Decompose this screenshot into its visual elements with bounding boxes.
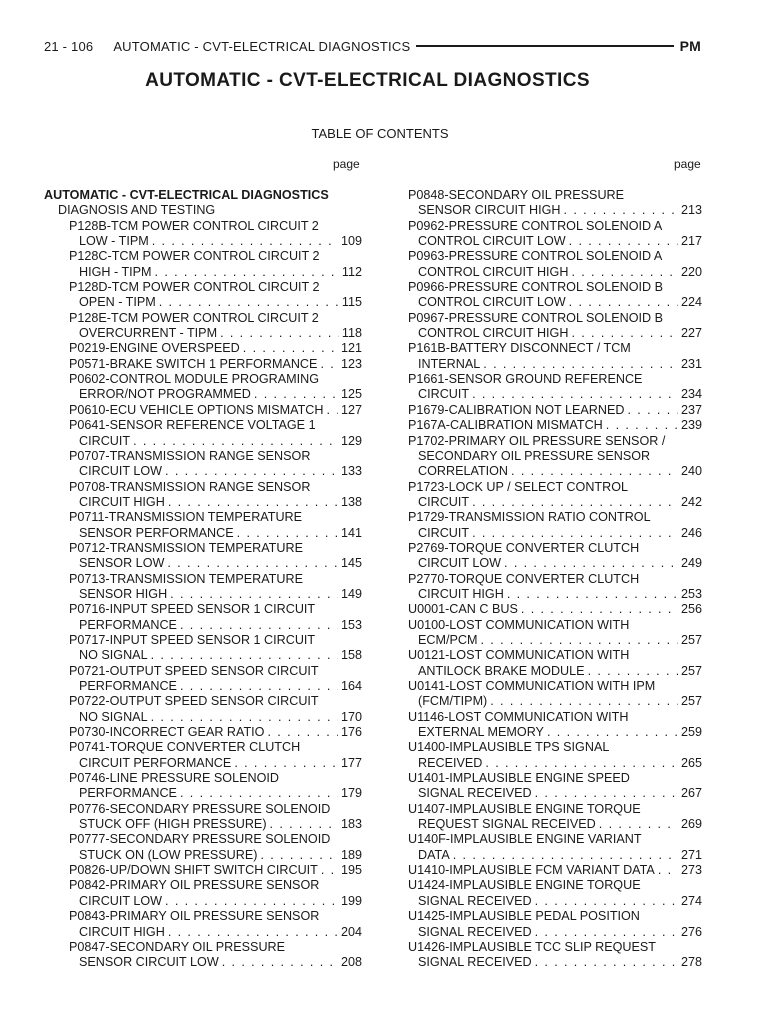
toc-entry-text: AUTOMATIC - CVT-ELECTRICAL DIAGNOSTICS (44, 188, 329, 202)
dot-leader (472, 387, 678, 402)
toc-entry-text: CIRCUIT LOW (418, 556, 502, 571)
toc-entry[interactable] (44, 940, 362, 971)
toc-entry-text: P0843-PRIMARY OIL PRESSURE SENSOR (69, 909, 320, 924)
document-title: AUTOMATIC - CVT-ELECTRICAL DIAGNOSTICS (145, 70, 590, 91)
dot-leader (571, 326, 678, 341)
dot-leader (507, 587, 678, 602)
left-page-column-label: page (333, 157, 360, 171)
toc-entry-text: NO SIGNAL (79, 648, 148, 663)
dot-leader (254, 387, 338, 402)
toc-entry-text: CONTROL CIRCUIT HIGH (418, 264, 569, 279)
header-page-number: 21 - 106 (44, 38, 94, 54)
toc-entry-text: P1661-SENSOR GROUND REFERENCE (408, 372, 643, 387)
toc-page-number: 256 (680, 602, 702, 617)
toc-entry[interactable] (44, 480, 362, 511)
toc-entry[interactable] (44, 219, 362, 250)
toc-page-number: 145 (340, 556, 362, 571)
right-page-column-label: page (674, 157, 701, 171)
toc-entry[interactable] (408, 618, 702, 649)
dot-leader (521, 602, 678, 617)
toc-entry-text: P0847-SECONDARY OIL PRESSURE (69, 939, 286, 954)
dot-leader (535, 925, 678, 940)
dot-leader (483, 357, 678, 372)
toc-page-number: 217 (680, 234, 702, 249)
dot-leader (159, 295, 339, 310)
toc-entry[interactable] (44, 357, 362, 372)
toc-entry-text: SIGNAL RECEIVED (418, 955, 532, 970)
toc-entry-text: P161B-BATTERY DISCONNECT / TCM (408, 341, 631, 356)
dot-leader (170, 587, 338, 602)
toc-entry[interactable] (44, 280, 362, 311)
dot-leader (320, 357, 338, 372)
toc-entry[interactable] (408, 480, 702, 511)
dot-leader (606, 418, 678, 433)
toc-entry-text: P0712-TRANSMISSION TEMPERATURE (69, 540, 303, 555)
toc-entry-text: U0100-LOST COMMUNICATION WITH (408, 617, 630, 632)
toc-entry-text: DATA (418, 847, 450, 862)
dot-leader (511, 464, 678, 479)
toc-page-number: 115 (341, 295, 362, 310)
toc-entry-text: U1426-IMPLAUSIBLE TCC SLIP REQUEST (408, 939, 657, 954)
toc-page-number: 127 (340, 402, 362, 417)
toc-entry-text: P0707-TRANSMISSION RANGE SENSOR (69, 448, 311, 463)
running-header (44, 36, 701, 56)
dot-leader (571, 265, 678, 280)
toc-entry-text: CIRCUIT HIGH (79, 494, 165, 509)
toc-entry[interactable] (408, 909, 702, 940)
toc-entry-text: CORRELATION (418, 464, 509, 479)
toc-page-number: 267 (680, 786, 702, 801)
toc-entry[interactable] (44, 664, 362, 695)
toc-entry[interactable] (44, 802, 362, 833)
toc-entry[interactable] (44, 541, 362, 572)
toc-page-number: 199 (340, 893, 362, 908)
toc-entry-text: P0571-BRAKE SWITCH 1 PERFORMANCE (69, 356, 318, 371)
toc-entry-text: P0741-TORQUE CONVERTER CLUTCH (69, 740, 301, 755)
toc-entry[interactable] (408, 832, 702, 863)
toc-page-number: 234 (680, 387, 702, 402)
toc-entry[interactable] (44, 341, 362, 356)
toc-entry-text: CIRCUIT (418, 525, 470, 540)
dot-leader (168, 925, 338, 940)
toc-page-number: 204 (340, 924, 362, 939)
toc-entry[interactable] (408, 311, 702, 342)
dot-leader (588, 664, 678, 679)
toc-entry-text: P2769-TORQUE CONVERTER CLUTCH (408, 540, 640, 555)
toc-page-number: 109 (340, 234, 362, 249)
toc-page-number: 278 (680, 955, 702, 970)
toc-page-number: 274 (680, 893, 702, 908)
toc-page-number: 125 (340, 387, 362, 402)
toc-entry-text: DIAGNOSIS AND TESTING (58, 203, 216, 218)
toc-page-number: 179 (340, 786, 362, 801)
toc-entry-text: U0001-CAN C BUS (408, 602, 518, 617)
dot-leader (535, 894, 678, 909)
toc-entry[interactable] (44, 633, 362, 664)
toc-entry[interactable] (408, 572, 702, 603)
toc-entry[interactable] (44, 449, 362, 480)
toc-entry[interactable] (44, 740, 362, 771)
toc-entry[interactable] (408, 510, 702, 541)
toc-entry-text: CONTROL CIRCUIT LOW (418, 295, 566, 310)
dot-leader (658, 863, 678, 878)
toc-entry-text: (FCM/TIPM) (418, 694, 488, 709)
dot-leader (220, 326, 339, 341)
toc-page-number: 259 (680, 725, 702, 740)
toc-entry[interactable] (44, 878, 362, 909)
toc-entry-text: CIRCUIT (418, 494, 470, 509)
toc-entry-text: CIRCUIT HIGH (418, 586, 504, 601)
toc-entry-text: SIGNAL RECEIVED (418, 786, 532, 801)
header-section-title: AUTOMATIC - CVT-ELECTRICAL DIAGNOSTICS (113, 38, 411, 54)
toc-page-number: 158 (340, 648, 362, 663)
toc-entry-text: P128D-TCM POWER CONTROL CIRCUIT 2 (69, 280, 320, 295)
toc-page-number: 246 (680, 525, 702, 540)
toc-entry-text: EXTERNAL MEMORY (418, 725, 544, 740)
toc-page-number: 271 (680, 847, 702, 862)
toc-page-number: 265 (680, 755, 702, 770)
toc-entry-text: LOW - TIPM (79, 234, 149, 249)
toc-page-number: 249 (680, 556, 702, 571)
toc-entry[interactable] (44, 418, 362, 449)
toc-entry-text: ANTILOCK BRAKE MODULE (418, 663, 585, 678)
toc-page-number: 177 (340, 755, 362, 770)
dot-leader (234, 756, 338, 771)
toc-page-number: 220 (680, 264, 702, 279)
toc-entry[interactable] (44, 311, 362, 342)
dot-leader (155, 265, 339, 280)
toc-page-number: 273 (680, 863, 702, 878)
toc-entry-text: SENSOR CIRCUIT LOW (79, 955, 219, 970)
dot-leader (599, 817, 678, 832)
toc-entry-text: U1425-IMPLAUSIBLE PEDAL POSITION (408, 909, 640, 924)
toc-entry[interactable] (408, 602, 702, 617)
toc-entry-text: P0717-INPUT SPEED SENSOR 1 CIRCUIT (69, 632, 316, 647)
toc-entry-text: P0610-ECU VEHICLE OPTIONS MISMATCH (69, 402, 324, 417)
toc-page-number: 176 (340, 725, 362, 740)
toc-entry-text: CONTROL CIRCUIT HIGH (418, 326, 569, 341)
toc-entry[interactable] (408, 802, 702, 833)
toc-entry-text: P0962-PRESSURE CONTROL SOLENOID A (408, 218, 663, 233)
toc-page-number: 141 (340, 525, 362, 540)
toc-entry-text: P0848-SECONDARY OIL PRESSURE (408, 188, 625, 202)
toc-entry-text: P128B-TCM POWER CONTROL CIRCUIT 2 (69, 218, 319, 233)
toc-entry-text: SIGNAL RECEIVED (418, 893, 532, 908)
toc-page-number: 183 (340, 817, 362, 832)
toc-left-column (44, 188, 362, 971)
toc-page-number: 121 (340, 341, 362, 356)
toc-entry-text: P0842-PRIMARY OIL PRESSURE SENSOR (69, 878, 320, 893)
toc-entry-text: U1410-IMPLAUSIBLE FCM VARIANT DATA (408, 863, 655, 878)
toc-entry-text: P0722-OUTPUT SPEED SENSOR CIRCUIT (69, 694, 319, 709)
dot-leader (167, 556, 338, 571)
toc-page-number: 170 (340, 709, 362, 724)
toc-entry-text: P0963-PRESSURE CONTROL SOLENOID A (408, 249, 663, 264)
dot-leader (321, 863, 338, 878)
toc-page-number: 195 (340, 863, 362, 878)
toc-entry[interactable] (408, 403, 702, 418)
dot-leader (628, 403, 678, 418)
toc-entry-text: U1407-IMPLAUSIBLE ENGINE TORQUE (408, 801, 641, 816)
toc-entry[interactable] (408, 878, 702, 909)
toc-page-number: 123 (340, 356, 362, 371)
toc-entry-text: U140F-IMPLAUSIBLE ENGINE VARIANT (408, 832, 642, 847)
dot-leader (133, 434, 338, 449)
dot-leader (168, 495, 338, 510)
toc-entry-text: U0141-LOST COMMUNICATION WITH IPM (408, 679, 656, 693)
dot-leader (485, 756, 678, 771)
header-rule (416, 45, 673, 47)
toc-entry-text: NO SIGNAL (79, 709, 148, 724)
toc-entry-text: P0716-INPUT SPEED SENSOR 1 CIRCUIT (69, 602, 316, 617)
dot-leader (480, 633, 678, 648)
toc-entry-text: P128C-TCM POWER CONTROL CIRCUIT 2 (69, 249, 320, 264)
toc-entry-text: CIRCUIT LOW (79, 464, 163, 479)
toc-entry-text: SENSOR CIRCUIT HIGH (418, 203, 561, 218)
dot-leader (453, 848, 678, 863)
toc-entry-text: SECONDARY OIL PRESSURE SENSOR (418, 448, 651, 463)
toc-entry-text: P0966-PRESSURE CONTROL SOLENOID B (408, 280, 663, 295)
toc-entry-text: REQUEST SIGNAL RECEIVED (418, 817, 596, 832)
dot-leader (243, 341, 338, 356)
dot-leader (569, 234, 678, 249)
toc-entry-text: P1679-CALIBRATION NOT LEARNED (408, 402, 625, 417)
dot-leader (165, 464, 338, 479)
toc-entry-text: P0777-SECONDARY PRESSURE SOLENOID (69, 832, 331, 847)
toc-entry[interactable] (408, 418, 702, 433)
dot-leader (180, 679, 338, 694)
toc-entry[interactable] (44, 403, 362, 418)
toc-page-number: 257 (680, 632, 702, 647)
toc-entry[interactable] (408, 940, 702, 971)
toc-entry-text: CIRCUIT (418, 387, 470, 402)
toc-entry[interactable] (408, 541, 702, 572)
dot-leader (535, 955, 678, 970)
toc-page-number: 276 (680, 924, 702, 939)
toc-entry-text: P0730-INCORRECT GEAR RATIO (69, 725, 265, 740)
dot-leader (564, 203, 678, 218)
toc-entry-text: CIRCUIT PERFORMANCE (79, 755, 232, 770)
dot-leader (151, 648, 338, 663)
toc-entry[interactable] (44, 203, 362, 218)
toc-entry-text: P128E-TCM POWER CONTROL CIRCUIT 2 (69, 310, 319, 325)
toc-entry-text: ECM/PCM (418, 632, 478, 647)
toc-page-number: 133 (340, 464, 362, 479)
dot-leader (180, 786, 338, 801)
toc-entry[interactable] (408, 372, 702, 403)
dot-leader (327, 403, 338, 418)
toc-entry-text: PERFORMANCE (79, 679, 177, 693)
toc-page-number: 189 (340, 847, 362, 862)
toc-entry[interactable] (408, 219, 702, 250)
toc-page-number: 224 (680, 295, 702, 310)
dot-leader (180, 618, 338, 633)
dot-leader (260, 848, 338, 863)
toc-entry[interactable] (408, 710, 702, 741)
toc-entry-text: P1729-TRANSMISSION RATIO CONTROL (408, 510, 651, 525)
toc-entry-text: OPEN - TIPM (79, 295, 156, 310)
toc-page-number: 253 (680, 586, 702, 601)
toc-entry-text: RECEIVED (418, 755, 483, 770)
toc-entry[interactable] (44, 510, 362, 541)
toc-right-column (408, 188, 702, 971)
dot-leader (165, 894, 338, 909)
toc-entry[interactable] (408, 740, 702, 771)
toc-entry-text: HIGH - TIPM (79, 264, 152, 279)
dot-leader (267, 725, 338, 740)
toc-page-number: 213 (680, 203, 702, 218)
toc-entry-text: CIRCUIT LOW (79, 893, 163, 908)
toc-entry[interactable] (408, 679, 702, 710)
toc-page-number: 239 (680, 418, 702, 433)
toc-entry-text: STUCK ON (LOW PRESSURE) (79, 847, 258, 862)
toc-entry[interactable] (408, 249, 702, 280)
toc-entry-text: P0776-SECONDARY PRESSURE SOLENOID (69, 801, 331, 816)
toc-page-number: 269 (680, 817, 702, 832)
toc-entry-text: P2770-TORQUE CONVERTER CLUTCH (408, 571, 640, 586)
toc-entry-text: P0708-TRANSMISSION RANGE SENSOR (69, 479, 311, 494)
toc-entry-text: STUCK OFF (HIGH PRESSURE) (79, 817, 267, 832)
dot-leader (490, 694, 678, 709)
toc-entry-text: OVERCURRENT - TIPM (79, 326, 218, 341)
toc-entry[interactable] (408, 434, 702, 480)
toc-entry-text: P0711-TRANSMISSION TEMPERATURE (69, 510, 303, 525)
dot-leader (222, 955, 338, 970)
toc-page-number: 240 (680, 464, 702, 479)
toc-entry[interactable] (44, 771, 362, 802)
toc-page-number: 138 (340, 494, 362, 509)
dot-leader (472, 526, 678, 541)
toc-entry[interactable] (44, 694, 362, 725)
toc-entry-text: PERFORMANCE (79, 786, 177, 801)
toc-entry-text: SENSOR HIGH (79, 586, 168, 601)
toc-entry[interactable] (44, 602, 362, 633)
toc-entry[interactable] (408, 648, 702, 679)
toc-page-number: 257 (680, 694, 702, 709)
toc-entry[interactable] (44, 832, 362, 863)
dot-leader (151, 710, 338, 725)
toc-entry-text: P0967-PRESSURE CONTROL SOLENOID B (408, 310, 663, 325)
toc-entry[interactable] (44, 863, 362, 878)
toc-entry[interactable] (408, 863, 702, 878)
toc-entry-text: CIRCUIT HIGH (79, 924, 165, 939)
toc-entry[interactable] (408, 280, 702, 311)
toc-entry-text: ERROR/NOT PROGRAMMED (79, 387, 251, 402)
toc-entry-text: PERFORMANCE (79, 617, 177, 632)
toc-entry-text: P0713-TRANSMISSION TEMPERATURE (69, 571, 303, 586)
toc-entry[interactable] (408, 188, 702, 219)
toc-page-number: 129 (340, 433, 362, 448)
toc-entry-text: SENSOR LOW (79, 556, 165, 571)
toc-entry-text: INTERNAL (418, 356, 481, 371)
header-brand: PM (679, 38, 701, 54)
toc-entry-text: P1723-LOCK UP / SELECT CONTROL (408, 479, 629, 494)
toc-entry-text: U1401-IMPLAUSIBLE ENGINE SPEED (408, 771, 630, 786)
dot-leader (535, 786, 678, 801)
toc-page-number: 237 (680, 402, 702, 417)
toc-entry[interactable] (408, 771, 702, 802)
toc-entry[interactable] (408, 341, 702, 372)
toc-entry-text: SENSOR PERFORMANCE (79, 525, 234, 540)
dot-leader (472, 495, 678, 510)
toc-entry-text: U0121-LOST COMMUNICATION WITH (408, 648, 630, 663)
toc-entry[interactable] (44, 725, 362, 740)
toc-entry[interactable] (44, 372, 362, 403)
toc-entry-text: P0219-ENGINE OVERSPEED (69, 341, 240, 356)
toc-entry-text: U1424-IMPLAUSIBLE ENGINE TORQUE (408, 878, 641, 893)
toc-page-number: 164 (340, 679, 362, 693)
toc-entry-text: P0602-CONTROL MODULE PROGRAMING (69, 372, 320, 387)
toc-entry-text: SIGNAL RECEIVED (418, 924, 532, 939)
toc-page-number: 231 (680, 356, 702, 371)
toc-entry-text: U1400-IMPLAUSIBLE TPS SIGNAL (408, 740, 610, 755)
toc-entry-text: P0826-UP/DOWN SHIFT SWITCH CIRCUIT (69, 863, 318, 878)
toc-entry[interactable] (44, 909, 362, 940)
toc-page-number: 153 (340, 617, 362, 632)
toc-entry-text: P167A-CALIBRATION MISMATCH (408, 418, 603, 433)
toc-entry-text: CONTROL CIRCUIT LOW (418, 234, 566, 249)
dot-leader (152, 234, 338, 249)
toc-page-number: 208 (340, 955, 362, 970)
toc-heading: TABLE OF CONTENTS (311, 126, 449, 141)
toc-entry-text: P0721-OUTPUT SPEED SENSOR CIRCUIT (69, 663, 319, 678)
dot-leader (237, 526, 338, 541)
dot-leader (569, 295, 678, 310)
toc-page-number: 112 (341, 264, 362, 279)
toc-entry[interactable] (44, 188, 362, 203)
toc-page-number: 227 (680, 326, 702, 341)
toc-entry-text: P0746-LINE PRESSURE SOLENOID (69, 771, 279, 786)
toc-entry-text: P0641-SENSOR REFERENCE VOLTAGE 1 (69, 418, 316, 433)
dot-leader (504, 556, 678, 571)
toc-page-number: 242 (680, 494, 702, 509)
toc-entry-text: CIRCUIT (79, 433, 131, 448)
toc-page-number: 257 (680, 663, 702, 678)
toc-page-number: 118 (341, 326, 362, 341)
dot-leader (547, 725, 678, 740)
toc-page-number: 149 (340, 586, 362, 601)
dot-leader (270, 817, 338, 832)
toc-entry[interactable] (44, 572, 362, 603)
toc-entry-text: U1146-LOST COMMUNICATION WITH (408, 709, 629, 724)
toc-entry-text: P1702-PRIMARY OIL PRESSURE SENSOR / (408, 433, 666, 448)
toc-entry[interactable] (44, 249, 362, 280)
